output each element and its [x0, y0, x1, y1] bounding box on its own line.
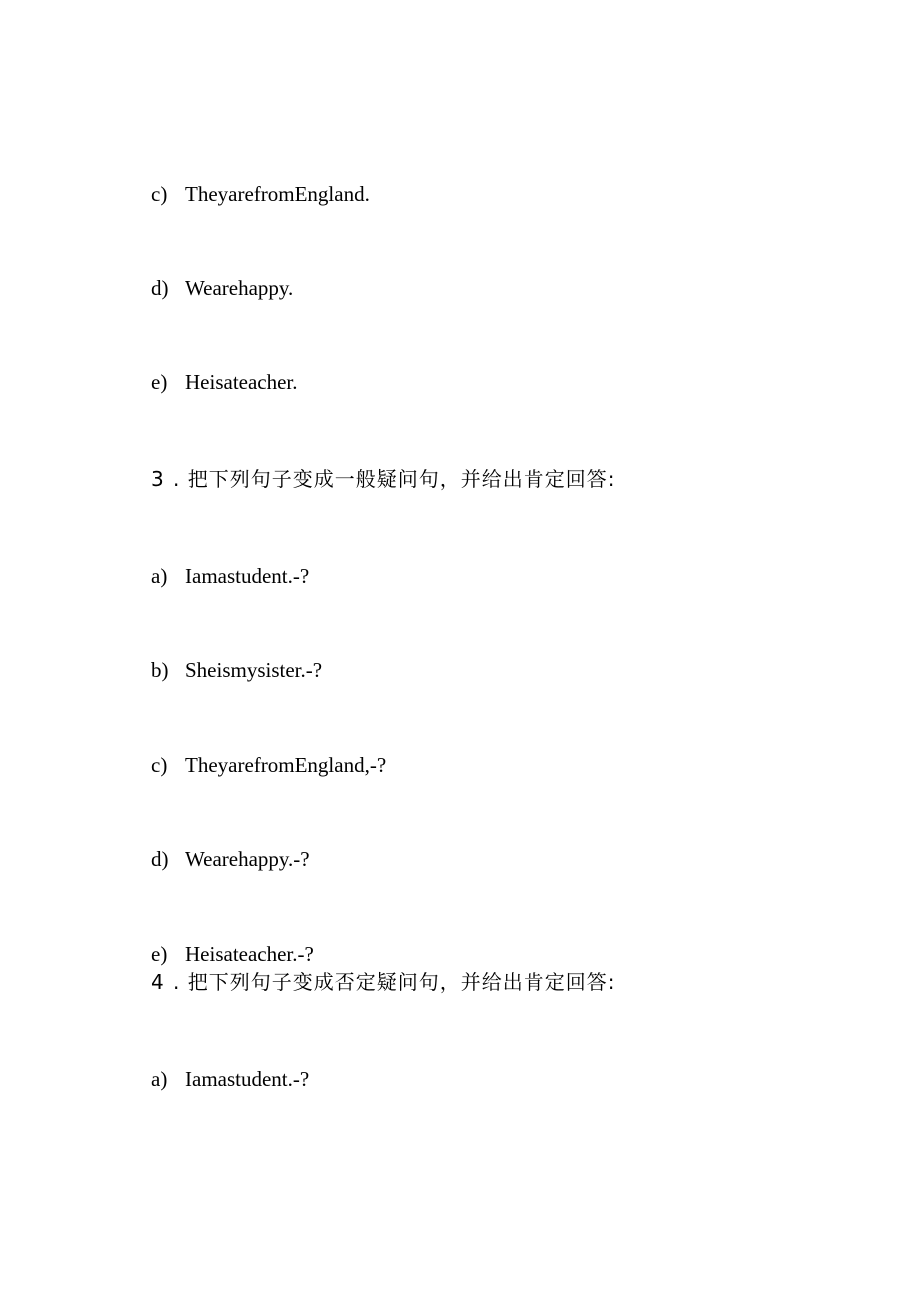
item-text: Iamastudent.-?	[185, 564, 310, 588]
exercise-item-a	[151, 1067, 309, 1091]
exercise-item-b	[151, 658, 322, 682]
section-number: 3	[151, 467, 165, 491]
exercise-item-d	[151, 276, 293, 300]
section-instruction: . 把下列句子变成一般疑问句，并给出肯定回答:	[173, 467, 616, 491]
exercise-item-c	[151, 182, 370, 206]
item-text: Heisateacher.-?	[185, 942, 314, 966]
item-marker: d)	[151, 276, 169, 300]
item-text: TheyarefromEngland,-?	[185, 753, 387, 777]
exercise-item-e	[151, 942, 314, 966]
item-text: TheyarefromEngland.	[185, 182, 370, 206]
item-marker: c)	[151, 753, 168, 777]
item-marker: e)	[151, 942, 168, 966]
item-text: Heisateacher.	[185, 370, 298, 394]
item-marker: a)	[151, 564, 168, 588]
exercise-item-d	[151, 847, 310, 871]
item-marker: c)	[151, 182, 168, 206]
section-instruction: . 把下列句子变成否定疑问句，并给出肯定回答:	[173, 970, 616, 994]
exercise-item-c	[151, 753, 386, 777]
item-text: Wearehappy.	[185, 276, 294, 300]
item-text: Iamastudent.-?	[185, 1067, 310, 1091]
item-marker: d)	[151, 847, 169, 871]
item-text: Sheismysister.-?	[185, 658, 323, 682]
item-marker: b)	[151, 658, 169, 682]
section-heading-4	[151, 970, 615, 994]
section-heading-3	[151, 467, 615, 491]
item-marker: e)	[151, 370, 168, 394]
exercise-item-e	[151, 370, 298, 394]
item-text: Wearehappy.-?	[185, 847, 310, 871]
exercise-item-a	[151, 564, 309, 588]
item-marker: a)	[151, 1067, 168, 1091]
section-number: 4	[151, 970, 165, 994]
